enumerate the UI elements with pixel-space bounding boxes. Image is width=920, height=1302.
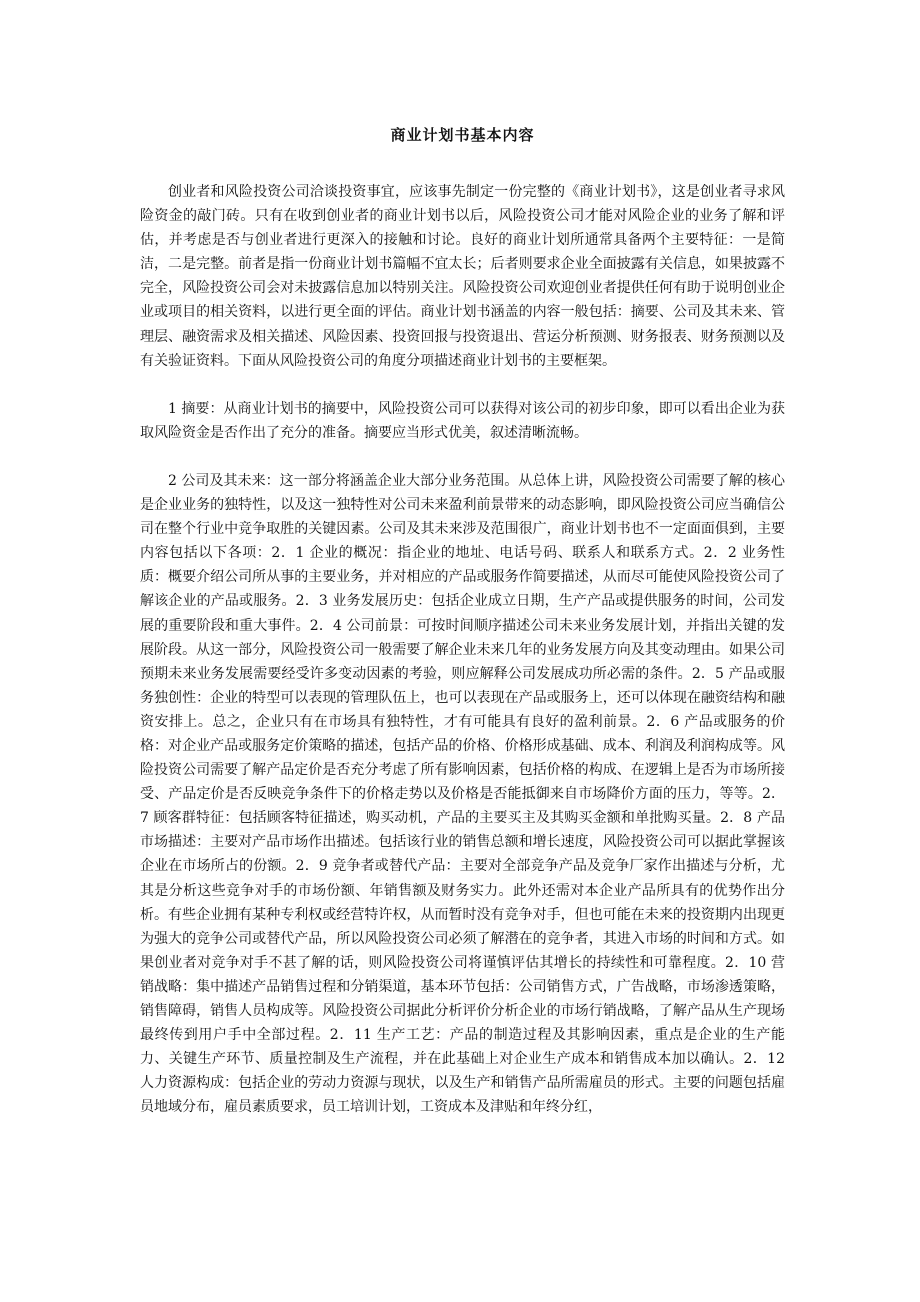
summary-paragraph: 1 摘要：从商业计划书的摘要中，风险投资公司可以获得对该公司的初步印象，即可以看出企业为获取风险资金是否作出了充分的准备。摘要应当形式优美，叙述清晰流畅。 (140, 400, 785, 441)
document-title: 商业计划书基本内容 (390, 126, 535, 144)
company-future-paragraph: 2 公司及其未来：这一部分将涵盖企业大部分业务范围。从总体上讲，风险投资公司需要了解的核心是企业业务的独特性，以及这一独特性对公司未来盈利前景带来的动态影响，即风险投资公司应当确信公司在整个行业中竞争取胜的关键因素。公司及其未来涉及范围很广，商业计划书也不一定面面俱到，主要内容包括以下各项：2．1 企业的概况：指企业的地址、电话号码、联系人和联系方式。2．2 业务性质：概要介绍公司所从事的主要业务，并对相应的产品或服务作简要描述，从而尽可能使风险投资公司了解该企业的产品或服务。2．3 业务发展历史：包括企业成立日期，生产产品或提供服务的时间，公司发展的重要阶段和重大事件。2．4 公司前景：可按时间顺序描述公司未来业务发展计划，并指出关键的发展阶段。从这一部分，风险投资公司一般需要了解企业未来几年的业务发展方向及其变动理由。如果公司预期未来业务发展需要经受许多变动因素的考验，则应解释公司发展成功所必需的条件。2．5 产品或服务独创性：企业的特型可以表现的管理队伍上，也可以表现在产品或服务上，还可以体现在融资结构和融资安排上。总之，企业只有在市场具有独特性，才有可能具有良好的盈利前景。2．6 产品或服务的价格：对企业产品或服务定价策略的描述，包括产品的价格、价格形成基础、成本、利润及利润构成等。风险投资公司需要了解产品定价是否充分考虑了所有影响因素，包括价格的构成、在逻辑上是否为市场所接受、产品定价是否反映竞争条件下的价格走势以及价格是否能抵御来自市场降价方面的压力，等等。2．7 顾客群特征：包括顾客特征描述，购买动机，产品的主要买主及其购买金额和单批购买量。2．8 产品市场描述：主要对产品市场作出描述。包括该行业的销售总额和增长速度，风险投资公司可以据此掌握该企业在市场所占的份额。2．9 竞争者或替代产品：主要对全部竞争产品及竞争厂家作出描述与分析，尤其是分析这些竞争对手的市场份额、年销售额及财务实力。此外还需对本企业产品所具有的优势作出分析。有些企业拥有某种专利权或经营特许权，从而暂时没有竞争对手，但也可能在未来的投资期内出现更为强大的竞争公司或替代产品，所以风险投资公司必须了解潜在的竞争者，其进入市场的时间和方式。如果创业者对竞争对手不甚了解的话，则风险投资公司将谨慎评估其增长的持续性和可靠程度。2．10 营销战略：集中描述产品销售过程和分销渠道，基本环节包括：公司销售方式，广告战略，市场渗透策略，销售障碍，销售人员构成等。风险投资公司据此分析评价分析企业的市场行销战略，了解产品从生产现场最终传到用户手中全部过程。2．11 生产工艺：产品的制造过程及其影响因素，重点是企业的生产能力、关键生产环节、质量控制及生产流程，并在此基础上对企业生产成本和销售成本加以确认。2．12 人力资源构成：包括企业的劳动力资源与现状，以及生产和销售产品所需雇员的形式。主要的问题包括雇员地域分布，雇员素质要求，员工培训计划，工资成本及津贴和年终分红， (140, 472, 785, 1116)
document-page (140, 0, 785, 1119)
intro-paragraph: 创业者和风险投资公司洽谈投资事宜，应该事先制定一份完整的《商业计划书》，这是创业者寻求风险资金的敲门砖。只有在收到创业者的商业计划书以后，风险投资公司才能对风险企业的业务了解和评估，并考虑是否与创业者进行更深入的接触和讨论。良好的商业计划所通常具备两个主要特征：一是简洁，二是完整。前者是指一份商业计划书篇幅不宜太长；后者则要求企业全面披露有关信息，如果披露不完全，风险投资公司会对未披露信息加以特别关注。风险投资公司欢迎创业者提供任何有助于说明创业企业或项目的相关资料，以进行更全面的评估。商业计划书涵盖的内容一般包括：摘要、公司及其未来、管理层、融资需求及相关描述、风险因素、投资回报与投资退出、营运分析预测、财务报表、财务预测以及有关验证资料。下面从风险投资公司的角度分项描述商业计划书的主要框架。 (140, 184, 785, 369)
